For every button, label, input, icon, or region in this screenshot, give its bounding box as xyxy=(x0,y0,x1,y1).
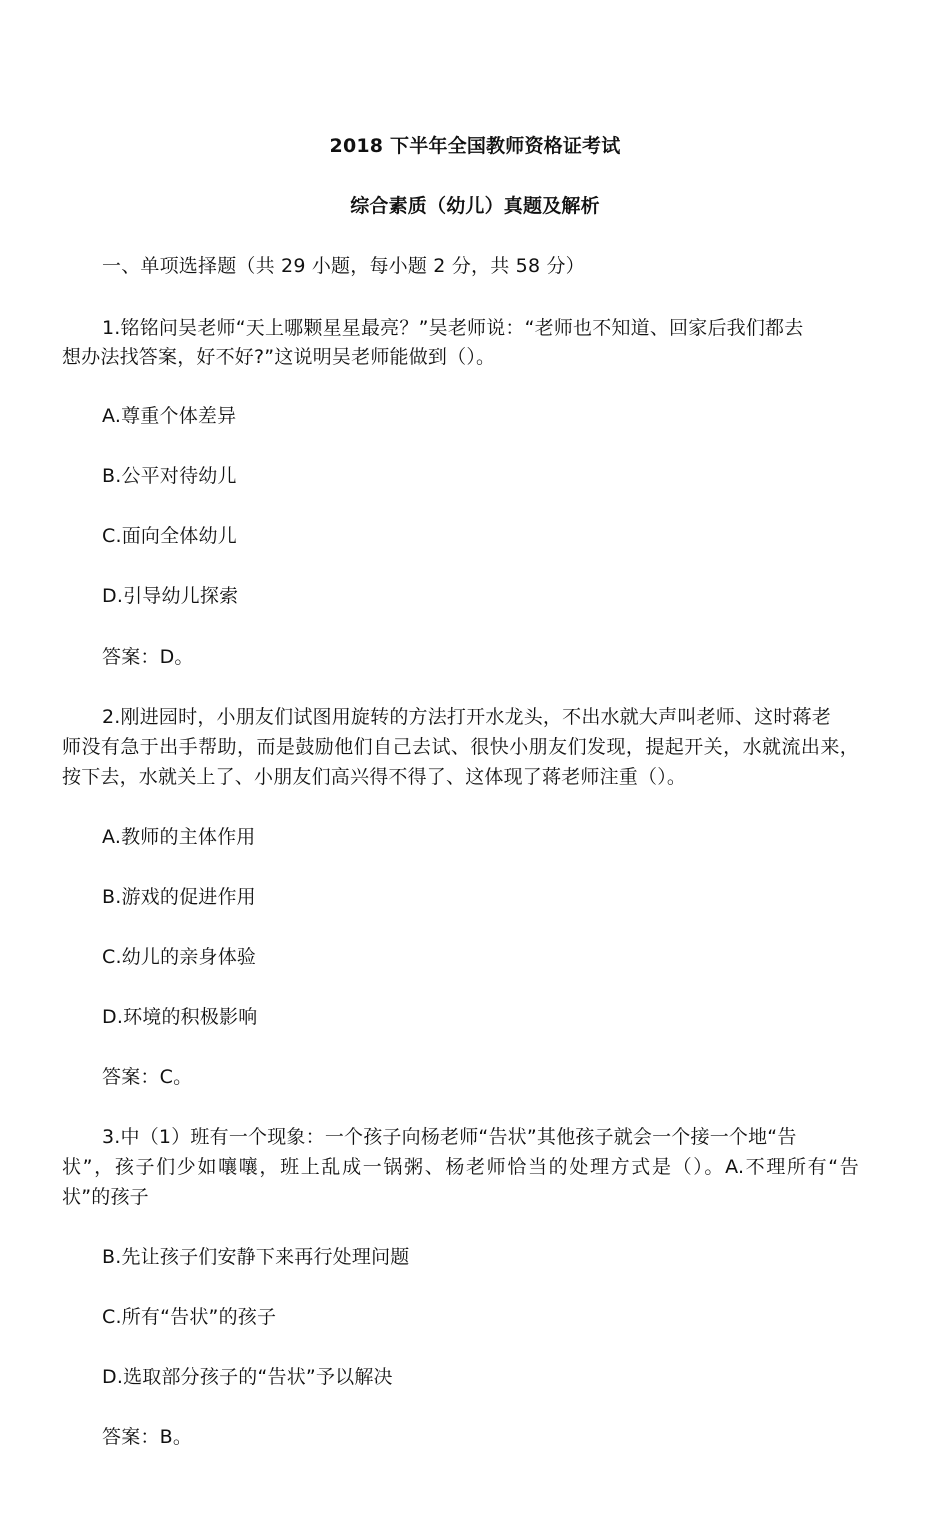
q2-option-c: C.幼儿的亲身体验 xyxy=(102,946,257,968)
q2-option-b: B.游戏的促进作用 xyxy=(102,886,256,908)
q3-stem-line3: 状”的孩子 xyxy=(62,1186,149,1208)
section-heading: 一、单项选择题（共 29 小题，每小题 2 分，共 58 分） xyxy=(102,255,585,277)
doc-title-line2: 综合素质（幼儿）真题及解析 xyxy=(350,195,600,217)
q3-option-c: C.所有“告状”的孩子 xyxy=(102,1306,277,1328)
q3-stem-line1: 3.中（1）班有一个现象：一个孩子向杨老师“告状”其他孩子就会一个接一个地“告 xyxy=(102,1126,797,1148)
q3-option-b: B.先让孩子们安静下来再行处理问题 xyxy=(102,1246,410,1268)
q1-stem-line1: 1.铭铭问吴老师“天上哪颗星星最亮？”吴老师说：“老师也不知道、回家后我们都去 xyxy=(102,317,804,339)
q2-stem-line3: 按下去，水就关上了、小朋友们高兴得不得了、这体现了蒋老师注重（）。 xyxy=(62,766,687,788)
q1-option-c: C.面向全体幼儿 xyxy=(102,525,237,547)
q2-option-d: D.环境的积极影响 xyxy=(102,1006,258,1028)
q2-option-a: A.教师的主体作用 xyxy=(102,826,256,848)
q2-stem-line1: 2.刚进园时，小朋友们试图用旋转的方法打开水龙头，不出水就大声叫老师、这时蒋老 xyxy=(102,706,831,728)
q1-stem-line2: 想办法找答案，好不好?”这说明吴老师能做到（）。 xyxy=(62,346,496,368)
q1-option-b: B.公平对待幼儿 xyxy=(102,465,237,487)
q1-option-a: A.尊重个体差异 xyxy=(102,405,237,427)
doc-title-line1: 2018 下半年全国教师资格证考试 xyxy=(329,135,621,157)
q2-stem-line2: 师没有急于出手帮助，而是鼓励他们自己去试、很快小朋友们发现，提起开关，水就流出来， xyxy=(62,736,859,758)
q3-answer: 答案：B。 xyxy=(102,1426,193,1448)
q1-option-d: D.引导幼儿探索 xyxy=(102,585,239,607)
q2-answer: 答案：C。 xyxy=(102,1066,193,1088)
q1-answer: 答案：D。 xyxy=(102,646,194,668)
q3-stem-line2: 状”，孩子们少如嚷嚷，班上乱成一锅粥、杨老师恰当的处理方式是（）。A.不理所有“告 xyxy=(62,1156,859,1178)
q3-option-d: D.选取部分孩子的“告状”予以解决 xyxy=(102,1366,393,1388)
